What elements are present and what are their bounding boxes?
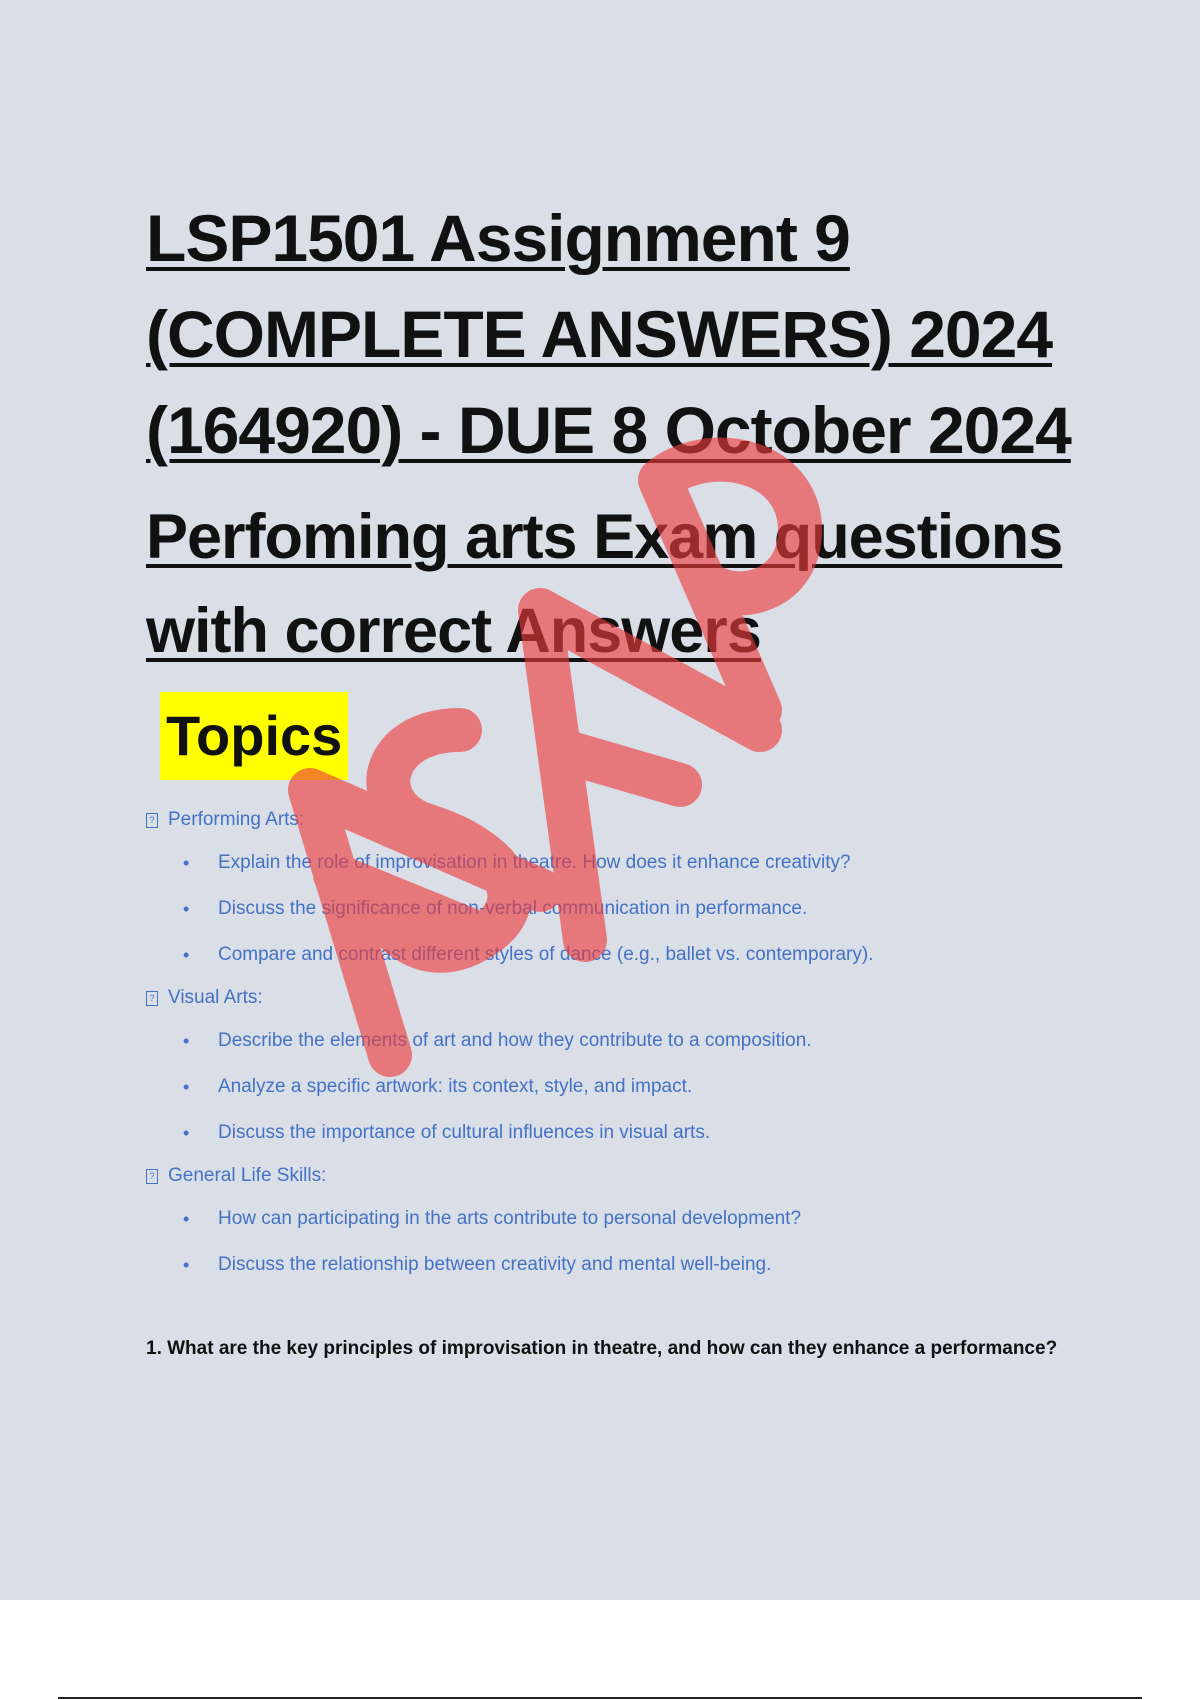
subtitle-line-1: Perfoming arts Exam questions xyxy=(146,502,1063,572)
section-items xyxy=(146,1018,1106,1156)
list-item: • Explain the role of improvisation in theatre. How does it enhance creativity? xyxy=(146,840,1106,886)
section-heading-label: Visual Arts: xyxy=(168,987,263,1008)
list-item: • Describe the elements of art and how they contribute to a composition. xyxy=(146,1018,1106,1064)
topics-list xyxy=(146,800,1106,1288)
section-heading xyxy=(146,800,1106,840)
title-line-2: (COMPLETE ANSWERS) 2024 xyxy=(146,297,1053,371)
list-item: • Analyze a specific artwork: its context, style, and impact. xyxy=(146,1064,1106,1110)
list-item: • Discuss the significance of non-verbal communication in performance. xyxy=(146,886,1106,932)
section-heading-label: Performing Arts: xyxy=(168,809,305,830)
title-line-1: LSP1501 Assignment 9 xyxy=(146,201,850,275)
section-visual-arts xyxy=(146,978,1106,1156)
footer-rule xyxy=(58,1697,1142,1699)
missing-glyph-icon: ? xyxy=(146,1169,158,1184)
list-item: • Discuss the importance of cultural influences in visual arts. xyxy=(146,1110,1106,1156)
title-line-3: (164920) - DUE 8 October 2024 xyxy=(146,393,1071,467)
list-item: • Compare and contrast different styles of dance (e.g., ballet vs. contemporary). xyxy=(146,932,1106,978)
subtitle-line-2: with correct Answers xyxy=(146,596,761,666)
section-items xyxy=(146,1196,1106,1288)
section-items xyxy=(146,840,1106,978)
section-general-life-skills xyxy=(146,1156,1106,1288)
topics-heading: Topics xyxy=(160,692,348,780)
missing-glyph-icon: ? xyxy=(146,991,158,1006)
document-title xyxy=(146,190,1106,478)
list-item: • How can participating in the arts contribute to personal development? xyxy=(146,1196,1106,1242)
section-heading xyxy=(146,1156,1106,1196)
section-performing-arts xyxy=(146,800,1106,978)
missing-glyph-icon: ? xyxy=(146,813,158,828)
question-1: 1. What are the key principles of improvisation in theatre, and how can they enhance a performance? xyxy=(146,1338,1058,1359)
section-heading xyxy=(146,978,1106,1018)
section-heading-label: General Life Skills: xyxy=(168,1165,327,1186)
document-subtitle xyxy=(146,490,1106,678)
list-item: • Discuss the relationship between creativity and mental well-being. xyxy=(146,1242,1106,1288)
document-content xyxy=(146,190,1106,1360)
